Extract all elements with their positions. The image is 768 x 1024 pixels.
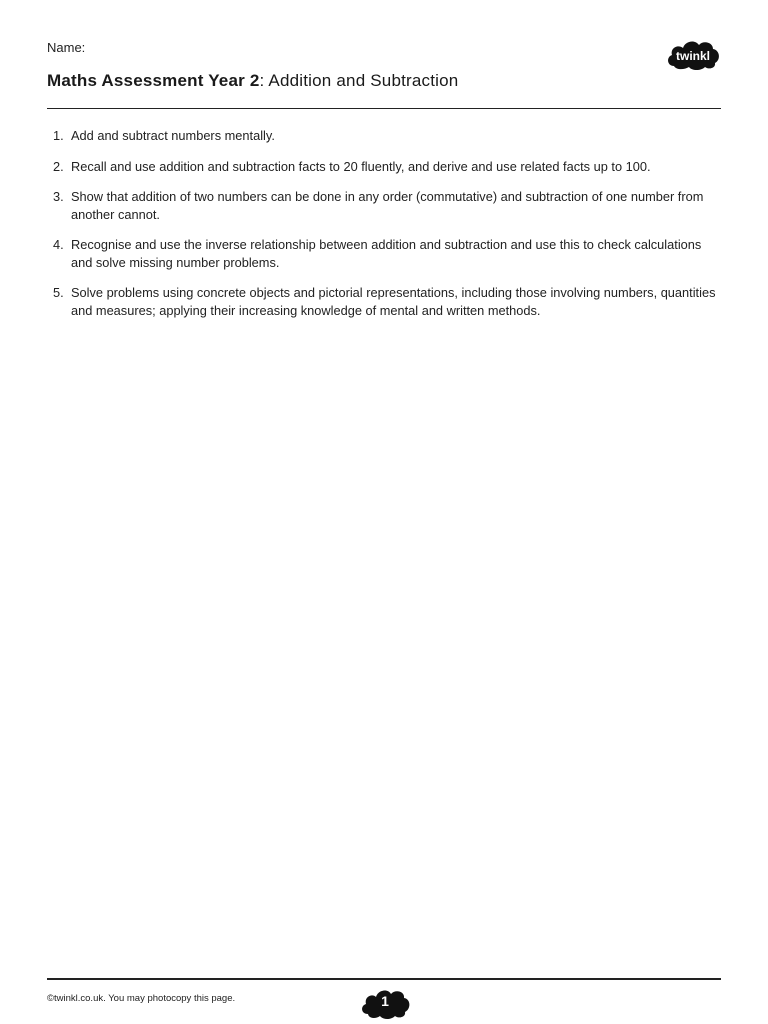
footer-divider (47, 978, 721, 980)
objective-text: Solve problems using concrete objects and pictorial representations, including those involving numbers, quantities and measures; applying their increasing knowledge of mental and written methods. (71, 285, 716, 318)
objective-number: 1. (53, 128, 64, 143)
objective-item (47, 127, 719, 145)
name-label: Name: (47, 40, 86, 55)
objective-text: Show that addition of two numbers can be done in any order (commutative) and subtraction of one number from another cannot. (71, 189, 704, 222)
page-number: 1 (381, 993, 389, 1009)
title-colon: : (259, 71, 265, 90)
objective-number: 5. (53, 285, 64, 300)
logo-text: twinkl (675, 49, 711, 63)
objective-number: 3. (53, 189, 64, 204)
objective-number: 2. (53, 158, 64, 174)
objective-item (47, 158, 719, 176)
objective-item (47, 284, 719, 319)
title-bold: Maths Assessment Year 2 (47, 71, 260, 90)
objectives-list (47, 127, 719, 332)
objective-text: Recall and use addition and subtraction facts to 20 fluently, and derive and use related facts up to 100. (71, 158, 651, 174)
objective-item (47, 236, 719, 271)
title-rest: Addition and Subtraction (264, 71, 459, 90)
copyright-notice: ©twinkl.co.uk. You may photocopy this page. (47, 993, 236, 1004)
objective-text: Add and subtract numbers mentally. (71, 128, 275, 143)
objective-number: 4. (53, 237, 64, 252)
page-number-cloud-icon (359, 986, 411, 1020)
header-divider (47, 108, 721, 109)
twinkl-logo-icon (664, 36, 722, 72)
objective-item (47, 188, 719, 223)
objective-text: Recognise and use the inverse relationship between addition and subtraction and use this to check calculations and solve missing number problems. (71, 237, 702, 270)
page-title (47, 71, 458, 91)
